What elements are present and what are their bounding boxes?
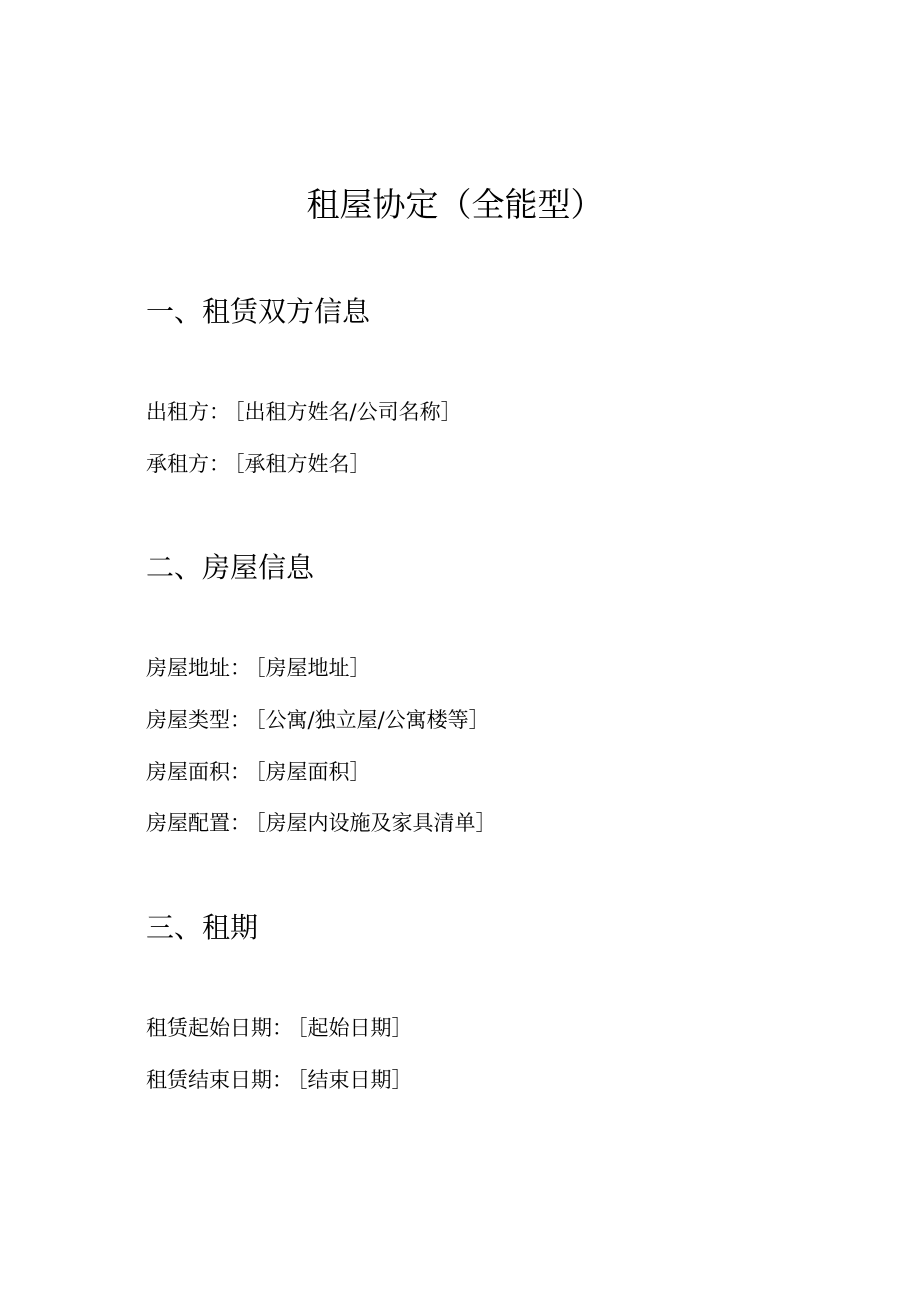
document-title: 租屋协定（全能型） (306, 185, 604, 224)
field-label: 承租方： (146, 452, 230, 476)
field-value: ［公寓/独立屋/公寓楼等］ (255, 708, 490, 732)
field-label: 房屋地址： (146, 656, 251, 680)
field-property-type (146, 705, 490, 735)
section-heading-parties: 一、租赁双方信息 (146, 295, 371, 328)
section-heading-term: 三、租期 (146, 911, 259, 944)
field-label: 租赁起始日期： (146, 1016, 293, 1040)
field-lessor (146, 397, 462, 427)
field-value: ［房屋面积］ (255, 760, 371, 784)
field-lessee (146, 449, 371, 479)
field-property-furnishing (146, 808, 497, 838)
field-label: 房屋类型： (146, 708, 251, 732)
field-label: 出租方： (146, 400, 230, 424)
field-label: 房屋面积： (146, 760, 251, 784)
field-value: ［出租方姓名/公司名称］ (234, 400, 462, 424)
field-value: ［房屋地址］ (255, 656, 371, 680)
field-value: ［起始日期］ (297, 1016, 413, 1040)
field-value: ［房屋内设施及家具清单］ (255, 811, 497, 835)
field-property-address (146, 653, 371, 683)
field-label: 租赁结束日期： (146, 1068, 293, 1092)
field-label: 房屋配置： (146, 811, 251, 835)
field-property-area (146, 757, 371, 787)
section-heading-property: 二、房屋信息 (146, 551, 315, 584)
field-value: ［承租方姓名］ (234, 452, 371, 476)
field-end-date (146, 1065, 413, 1095)
field-start-date (146, 1013, 413, 1043)
field-value: ［结束日期］ (297, 1068, 413, 1092)
